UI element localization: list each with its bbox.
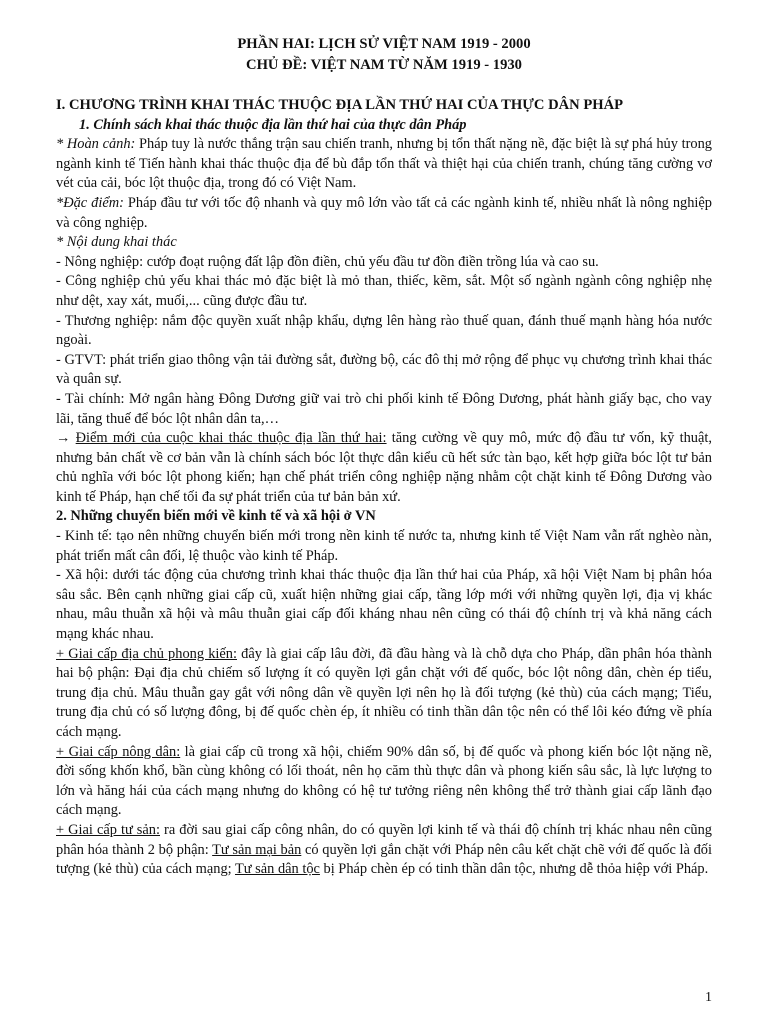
features-label: *Đặc điểm: — [56, 194, 124, 211]
new-points-label: Điểm mới của cuộc khai thác thuộc địa lần thứ hai: — [75, 430, 387, 447]
new-points-text: tăng cường về quy mô, mức độ đầu tư vốn, kỹ thuật, nhưng bản chất về cơ bản vẫn là chính sách bóc lột thực dân kiểu cũ hết sức tàn bạo, kết hợp giữa bóc lột tư bản chủ nghĩa với bóc lột phong kiến; hạn chế phát triển công nghiệp nặng nhằm cột chặt kinh tế Đông Dương vào kinh tế Pháp, hạn chế tối đa sự phát triển của tư bản bản xứ. — [56, 430, 712, 505]
content-label: * Nội dung khai thác — [56, 234, 177, 251]
context-label: * Hoàn cảnh: — [56, 136, 136, 153]
economy-paragraph: - Kinh tế: tạo nên những chuyển biến mới trong nền kinh tế nước ta, nhưng kinh tế Việt Nam vẫn rất nghèo nàn, phát triển mất cân đối, lệ thuộc vào kinh tế Pháp. — [56, 528, 712, 564]
section1-subheading: 1. Chính sách khai thác thuộc địa lần thứ hai của thực dân Pháp — [79, 116, 467, 133]
new-points-paragraph — [56, 429, 712, 507]
item-agriculture: - Nông nghiệp: cướp đoạt ruộng đất lập đồn điền, chủ yếu đầu tư đồn điền trồng lúa và cao su. — [56, 253, 599, 270]
page-number: 1 — [705, 990, 712, 1005]
context-paragraph — [56, 135, 712, 194]
item-commerce: - Thương nghiệp: nắm độc quyền xuất nhập khẩu, dựng lên hàng rào thuế quan, đánh thuế mạnh hàng hóa nước ngoài. — [56, 312, 712, 349]
document-page — [56, 34, 712, 880]
section2-heading: 2. Những chuyển biến mới về kinh tế và xã hội ở VN — [56, 508, 376, 525]
peasant-text: là giai cấp cũ trong xã hội, chiếm 90% dân số, bị đế quốc và phong kiến bóc lột nặng nề, đời sống khốn khổ, bần cùng không có lối thoát, nên họ căm thù thực dân và phong kiến sâu sắc, là lực lượng to lớn và hăng hái của cách mạng nhưng do không có hệ tư tưởng riêng nên không thể trở thành giai cấp lãnh đạo cách mạng. — [56, 743, 712, 819]
bourgeois-text-2: có quyền lợi gắn chặt với Pháp nên câu kết chặt chẽ với đế quốc là đối tượng (kẻ thù) của cách mạng; — [56, 841, 713, 878]
item-transport: - GTVT: phát triển giao thông vận tải đường sắt, đường bộ, các đô thị mở rộng để phục vụ chương trình khai thác và quân sự. — [56, 351, 712, 388]
title-block — [56, 34, 712, 76]
society-paragraph: - Xã hội: dưới tác động của chương trình khai thác thuộc địa lần thứ hai của Pháp, xã hội Việt Nam bị phân hóa sâu sắc. Bên cạnh những giai cấp cũ, xuất hiện những giai cấp, tầng lớp mới với những quyền lợi, địa vị khác nhau, mâu thuẫn xã hội và mâu thuẫn giai cấp đối kháng nhau nên cũng có thái độ chính trị và khả năng cách mạng khác nhau. — [56, 567, 712, 643]
item-finance: - Tài chính: Mở ngân hàng Đông Dương giữ vai trò chi phối kinh tế Đông Dương, phát hành giấy bạc, cho vay lãi, tăng thuế để bóc lột nhân dân ta,… — [56, 390, 712, 427]
bourgeois-label: + Giai cấp tư sản: — [56, 821, 160, 838]
peasant-label: + Giai cấp nông dân: — [56, 743, 181, 760]
section1-heading: I. CHƯƠNG TRÌNH KHAI THÁC THUỘC ĐỊA LẦN THỨ HAI CỦA THỰC DÂN PHÁP — [56, 97, 624, 113]
features-paragraph — [56, 194, 712, 233]
document-title: PHẦN HAI: LỊCH SỬ VIỆT NAM 1919 - 2000 — [237, 36, 531, 52]
features-text: Pháp đầu tư với tốc độ nhanh và quy mô lớn vào tất cả các ngành kinh tế, nhiều nhất là nông nghiệp và công nghiệp. — [56, 194, 712, 231]
item-industry: - Công nghiệp chủ yếu khai thác mỏ đặc biệt là mỏ than, thiếc, kẽm, sắt. Một số ngành ngành công nghiệp nhẹ như dệt, xay xát, muối,... cũng được đầu tư. — [56, 273, 712, 309]
landlord-text: đây là giai cấp lâu đời, đã đầu hàng và là chỗ dựa cho Pháp, dần phân hóa thành hai bộ phận: Đại địa chủ chiếm số lượng ít có quyền lợi gắn chặt với đế quốc, bóc lột nông dân, chèn ép tiểu, trung địa chủ. Mâu thuẫn gay gắt với nông dân về quyền lợi nên họ là đối tượng (kẻ thù) của cách mạng; Tiểu, trung địa chủ có số lượng đông, bị đế quốc chèn ép, ít nhiều có tinh thần dân tộc nên có thể lôi kéo đứng về phía cách mạng. — [56, 645, 712, 740]
document-subtitle: CHỦ ĐỀ: VIỆT NAM TỪ NĂM 1919 - 1930 — [246, 57, 522, 73]
context-text: Pháp tuy là nước thắng trận sau chiến tranh, nhưng bị tổn thất nặng nề, đặc biệt là sự phá hủy trong ngành kinh tế Tiến hành khai thác thuộc địa để bù đắp tổn thất và thiệt hại của chiến tranh, chúng tăng cường vơ vét của cải, bóc lột thuộc địa, trong đó có Việt Nam. — [56, 136, 712, 192]
comprador-label: Tư sản mại bản — [212, 841, 302, 858]
arrow-icon: → — [56, 430, 71, 447]
landlord-label: + Giai cấp địa chủ phong kiến: — [56, 645, 237, 662]
landlord-paragraph — [56, 645, 712, 743]
bourgeois-text-1: ra đời sau giai cấp công nhân, do có quyền lợi kinh tế và thái độ chính trị khác nhau nên cũng phân hóa thành 2 bộ phận: — [56, 821, 713, 858]
national-bourgeois-label: Tư sản dân tộc — [234, 861, 320, 878]
peasant-paragraph — [56, 743, 712, 821]
bourgeois-paragraph — [56, 821, 712, 880]
bourgeois-text-3: bị Pháp chèn ép có tinh thần dân tộc, nhưng dễ thỏa hiệp với Pháp. — [319, 861, 709, 878]
